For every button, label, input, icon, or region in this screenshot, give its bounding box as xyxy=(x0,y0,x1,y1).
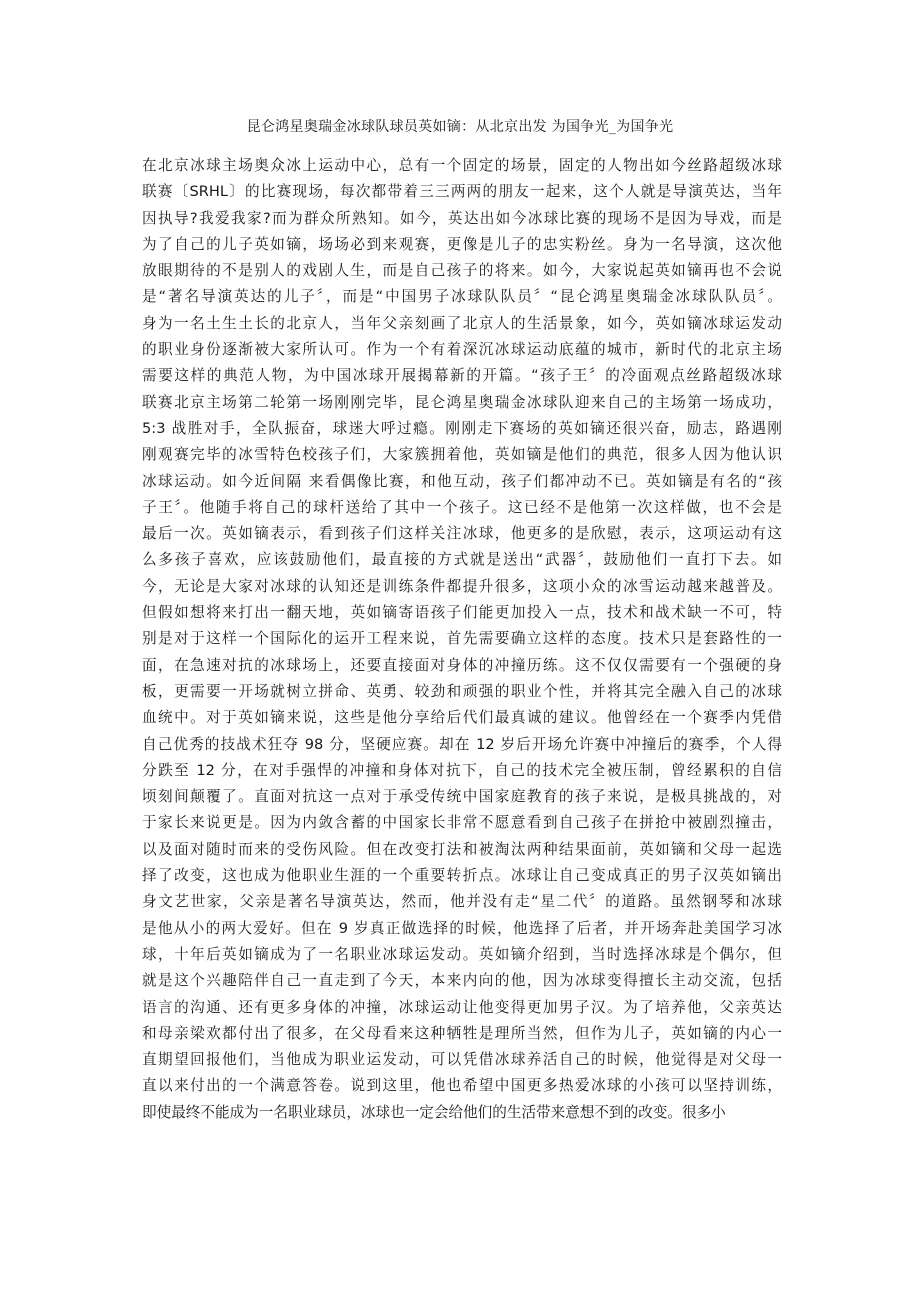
body-line: 语言的沟通、还有更多身体的冲撞，冰球运动让他变得更加男子汉。为了培养他，父亲英达 xyxy=(142,998,782,1016)
body-line: 板，更需要一开场就树立拼命、英勇、较劲和顽强的职业个性，并将其完全融入自己的冰球 xyxy=(142,682,782,700)
body-line: 即使最终不能成为一名职业球员，冰球也一定会给他们的生活带来意想不到的改变。很多小 xyxy=(142,1103,726,1121)
body-line: 身文艺世家，父亲是著名导演英达，然而，他并没有走“星二代〞的道路。虽然钢琴和冰球 xyxy=(142,893,782,911)
body-line: 刚观赛完毕的冰雪特色校孩子们，大家簇拥着他，英如镝是他们的典范，很多人因为他认识 xyxy=(142,446,782,464)
document-body xyxy=(142,153,782,1126)
body-line: 面，在急速对抗的冰球场上，还要直接面对身体的冲撞历练。这不仅仅需要有一个强硬的身 xyxy=(142,656,782,674)
body-line: 最后一次。英如镝表示，看到孩子们这样关注冰球，他更多的是欣慰，表示，这项运动有这 xyxy=(142,525,782,543)
body-line: 放眼期待的不是别人的戏剧人生，而是自己孩子的将来。如今，大家说起英如镝再也不会说 xyxy=(142,262,782,280)
body-line: 5:3 战胜对手，全队振奋，球迷大呼过瘾。刚刚走下赛场的英如镝还很兴奋，励志，路遇刚 xyxy=(142,419,782,437)
body-line: 自己优秀的技战术狂夺 98 分，坚硬应赛。却在 12 岁后开场允许赛中冲撞后的赛季，个人得 xyxy=(142,735,782,753)
body-line: 冰球运动。如今近间隔 来看偶像比赛，和他互动，孩子们都冲动不已。英如镝是有名的“孩 xyxy=(142,472,782,490)
body-line: 以及面对随时而来的受伤风险。但在改变打法和被淘汰两种结果面前，英如镝和父母一起选 xyxy=(142,840,782,858)
body-line: 血统中。对于英如镝来说，这些是他分享给后代们最真诚的建议。他曾经在一个赛季内凭借 xyxy=(142,709,782,727)
body-line: 球，十年后英如镝成为了一名职业冰球运发动。英如镝介绍到，当时选择冰球是个偶尔，但 xyxy=(142,945,782,963)
body-line: 别是对于这样一个国际化的运开工程来说，首先需要确立这样的态度。技术只是套路性的一 xyxy=(142,630,782,648)
body-line: 顷刻间颠覆了。直面对抗这一点对于承受传统中国家庭教育的孩子来说，是极具挑战的，对 xyxy=(142,788,782,806)
body-line: 的职业身份逐渐被大家所认可。作为一个有着深沉冰球运动底蕴的城市，新时代的北京主场 xyxy=(142,341,782,359)
body-line: 联赛北京主场第二轮第一场刚刚完毕，昆仑鸿星奥瑞金冰球队迎来自己的主场第一场成功， xyxy=(142,393,782,411)
body-line: 于家长来说更是。因为内敛含蓄的中国家长非常不愿意看到自己孩子在拼抢中被剧烈撞击， xyxy=(142,814,782,832)
body-line: 因执导?我爱我家?而为群众所熟知。如今，英达出如今冰球比赛的现场不是因为导戏，而是 xyxy=(142,209,782,227)
body-line: 就是这个兴趣陪伴自己一直走到了今天，本来内向的他，因为冰球变得擅长主动交流，包括 xyxy=(142,972,782,990)
body-line: 是他从小的两大爱好。但在 9 岁真正做选择的时候，他选择了后者，并开场奔赴美国学习冰 xyxy=(142,919,782,937)
body-line: 身为一名土生土长的北京人，当年父亲刻画了北京人的生活景象，如今，英如镝冰球运发动 xyxy=(142,314,782,332)
document-title: 昆仑鸿星奥瑞金冰球队球员英如镝：从北京出发 为国争光_为国争光 xyxy=(246,119,674,135)
body-line: 直期望回报他们，当他成为职业运发动，可以凭借冰球养活自己的时候，他觉得是对父母一 xyxy=(142,1051,782,1069)
body-line: 子王〞。他随手将自己的球杆送给了其中一个孩子。这已经不是他第一次这样做，也不会是 xyxy=(142,498,782,516)
body-line: 今，无论是大家对冰球的认知还是训练条件都提升很多，这项小众的冰雪运动越来越普及。 xyxy=(142,577,782,595)
body-line: 和母亲梁欢都付出了很多，在父母看来这种牺牲是理所当然，但作为儿子，英如镝的内心一 xyxy=(142,1024,782,1042)
body-line: 为了自己的儿子英如镝，场场必到来观赛，更像是儿子的忠实粉丝。身为一名导演，这次他 xyxy=(142,235,782,253)
body-line: 在北京冰球主场奥众冰上运动中心，总有一个固定的场景，固定的人物出如今丝路超级冰球 xyxy=(142,157,782,174)
body-line: 直以来付出的一个满意答卷。说到这里，他也希望中国更多热爱冰球的小孩可以坚持训练， xyxy=(142,1077,782,1095)
body-line: 是“著名导演英达的儿子〞，而是“中国男子冰球队队员〞“昆仑鸿星奥瑞金冰球队队员〞。 xyxy=(142,288,782,306)
body-line: 分跌至 12 分，在对手强悍的冲撞和身体对抗下，自己的技术完全被压制，曾经累积的自信 xyxy=(142,761,782,779)
body-line: 联赛〔SRHL〕的比赛现场，每次都带着三三两两的朋友一起来，这个人就是导演英达，当年 xyxy=(142,183,782,201)
body-line: 择了改变，这也成为他职业生涯的一个重要转折点。冰球让自己变成真正的男子汉英如镝出 xyxy=(142,867,782,885)
body-line: 么多孩子喜欢，应该鼓励他们，最直接的方式就是送出“武器〞，鼓励他们一直打下去。如 xyxy=(142,551,782,569)
body-line: 需要这样的典范人物，为中国冰球开展揭幕新的开篇。“孩子王〞的冷面观点丝路超级冰球 xyxy=(142,367,782,385)
body-line: 但假如想将来打出一翻天地，英如镝寄语孩子们能更加投入一点，技术和战术缺一不可，特 xyxy=(142,604,782,622)
